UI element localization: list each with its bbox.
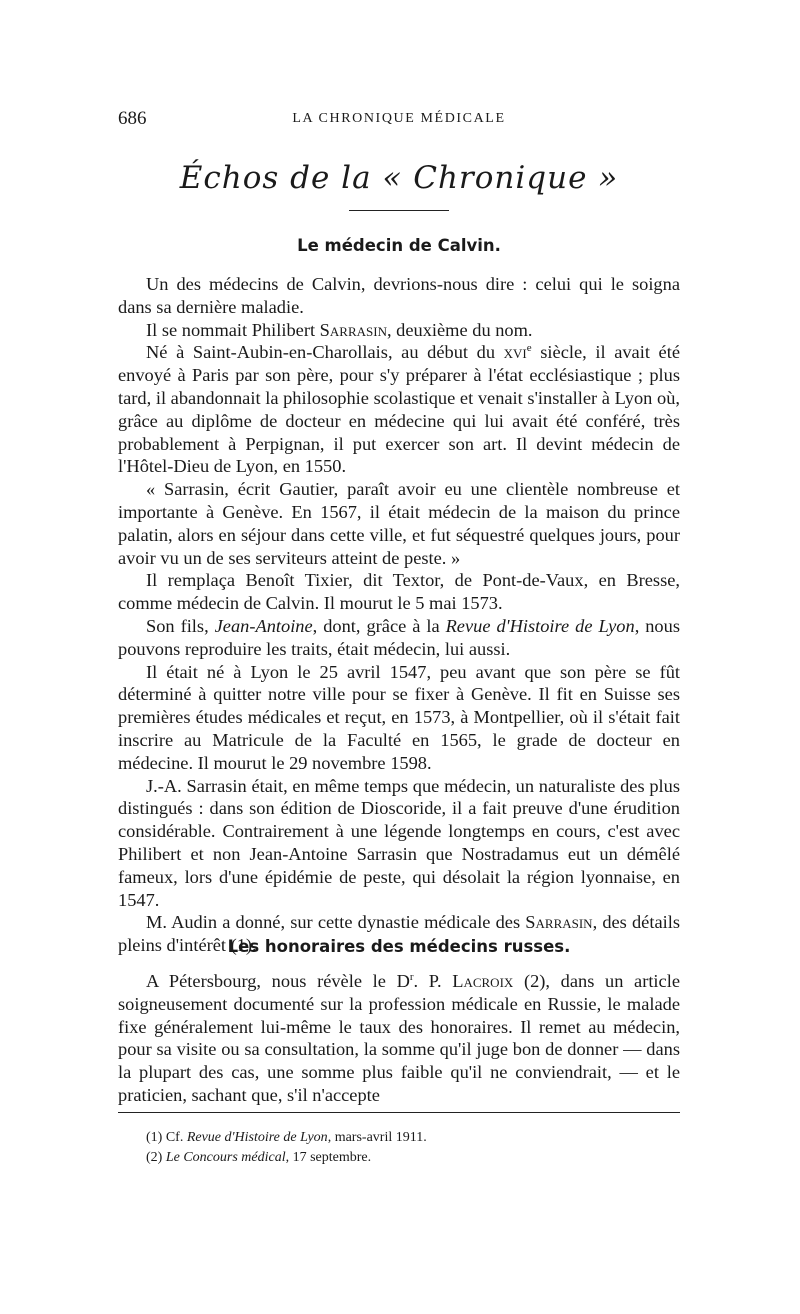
running-head <box>118 108 680 132</box>
footnote: (2) Le Concours médical, 17 septembre. <box>146 1150 372 1165</box>
page-number: 686 <box>118 108 147 129</box>
paragraph: Il se nommait Philibert Sarrasin, deuxième du nom. <box>146 319 533 340</box>
article-heading-russian-fees: Les honoraires des médecins russes. <box>227 937 571 956</box>
paragraph: J.-A. Sarrasin était, en même temps que médecin, un naturaliste des plus distingués : dans son édition de Dioscoride, il a fait preuve d'une érudition considérable. Contrairement à une légende longtemps en cours, c'est avec Philibert et non Jean-Antoine Sarrasin que Nostradamus eut un démêlé fameux, lors d'une épidémie de peste, qui désolait la région lyonnaise, en 1547. <box>118 775 680 910</box>
person-name: Jean-Antoine <box>214 615 313 636</box>
journal-reference: Revue d'Histoire de Lyon <box>445 615 635 636</box>
paragraph: Né à Saint-Aubin-en-Charollais, au début du xvi$^e$ siècle, il avait été envoyé à Paris par son père, pour s'y préparer à l'état ecclésiastique ; plus tard, il abandonnait la philosophie scolastique et venait s'installer à Lyon où, grâce au diplôme de docteur en médecine qui lui avait été conféré, très probablement à Perpignan, il put exercer son art. Il devint médecin de l'Hôtel-Dieu de Lyon, en 1550. <box>118 342 680 477</box>
paragraph: Il remplaça Benoît Tixier, dit Textor, de Pont-de-Vaux, en Bresse, comme médecin de Calvin. Il mourut le 5 mai 1573. <box>118 570 680 614</box>
footnote: (1) Cf. Revue d'Histoire de Lyon, mars-avril 1911. <box>146 1130 427 1145</box>
person-name: Lacroix <box>452 971 514 991</box>
footnotes <box>146 1128 666 1168</box>
paragraph: Il était né à Lyon le 25 avril 1547, peu avant que son père se fût déterminé à quitter notre ville pour se fixer à Genève. Il fit en Suisse ses premières études médicales et reçut, en 1573, à Montpellier, où il s'était fait inscrire au Matricule de la Faculté en 1565, le grade de docteur en médecine. Il mourut le 29 novembre 1598. <box>118 661 680 773</box>
person-name: Sarrasin <box>525 912 593 933</box>
footnote-divider <box>118 1112 680 1113</box>
title-divider <box>349 210 449 211</box>
paragraph: Son fils, Jean-Antoine, dont, grâce à la Revue d'Histoire de Lyon, nous pouvons reproduire les traits, était médecin, lui aussi. <box>118 615 680 659</box>
article-body-calvin <box>118 273 680 957</box>
paragraph: M. Audin a donné, sur cette dynastie médicale des Sarrasin, des détails pleins d'intérêt (1). <box>118 912 680 956</box>
paragraph: « Sarrasin, écrit Gautier, paraît avoir eu une clientèle nombreuse et importante à Genève. En 1567, il était médecin de la maison du prince palatin, alors en séjour dans cette ville, et fut séquestré quelques jours, pour avoir vu un de ses serviteurs atteint de peste. » <box>118 479 680 568</box>
journal-title: LA CHRONIQUE MÉDICALE <box>292 111 506 126</box>
paragraph: Un des médecins de Calvin, devrions-nous dire : celui qui le soigna dans sa dernière maladie. <box>118 274 680 317</box>
article-body-russian-fees <box>118 970 680 1107</box>
section-title: Échos de la « Chronique » <box>179 160 619 196</box>
paragraph: A Pétersbourg, nous révèle le $D^r$. P. Lacroix (2), dans un article soigneusement documenté sur la profession médicale en Russie, le malade fixe généralement lui-même le taux des honoraires. Il remet au médecin, pour sa visite ou sa consultation, la somme qu'il juge bon de donner — dans la plupart des cas, une somme plus faible qu'il ne conviendrait, — et le praticien, sachant que, s'il n'accepte <box>118 970 680 1105</box>
person-name: Sarrasin <box>319 319 387 340</box>
article-heading-calvin: Le médecin de Calvin. <box>297 236 501 255</box>
